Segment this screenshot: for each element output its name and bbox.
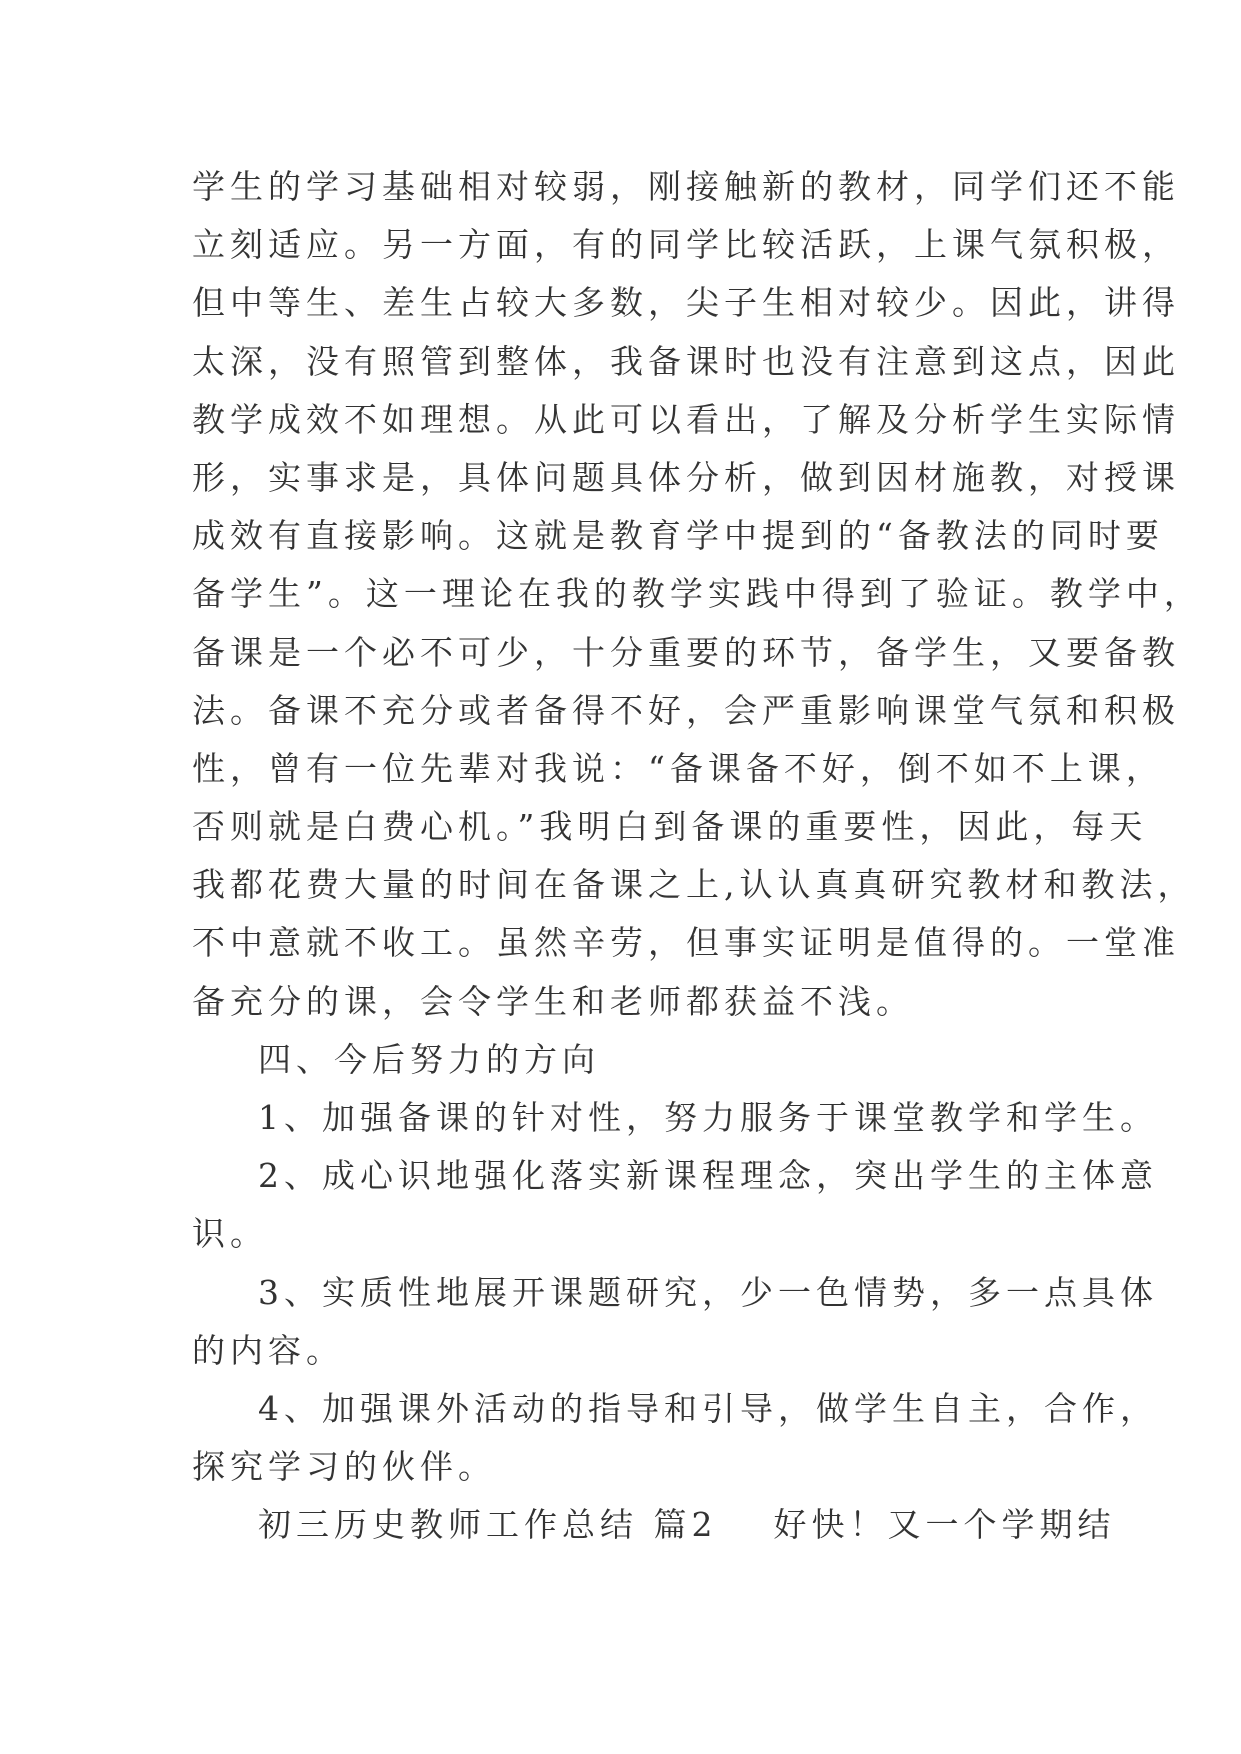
section-heading: 四、今后努力的方向 — [258, 1039, 600, 1079]
body-line: 太深，没有照管到整体，我备课时也没有注意到这点，因此 — [192, 341, 1180, 381]
body-line: 法。备课不充分或者备得不好，会严重影响课堂气氛和积极 — [192, 690, 1180, 730]
body-line: 备充分的课，会令学生和老师都获益不浅。 — [192, 981, 914, 1021]
list-item-first-line: 3、实质性地展开课题研究，少一色情势，多一点具体 — [258, 1272, 1158, 1312]
document-body — [192, 158, 1202, 1555]
body-line: 备学生”。这一理论在我的教学实践中得到了验证。教学中， — [192, 574, 1202, 614]
body-line: 但中等生、差生占较大多数，尖子生相对较少。因此，讲得 — [192, 283, 1180, 323]
list-item-continuation: 的内容。 — [192, 1330, 344, 1370]
next-article-line — [192, 1496, 1116, 1554]
body-line: 备课是一个必不可少，十分重要的环节，备学生，又要备教 — [192, 632, 1180, 672]
list-item-first-line: 4、加强课外活动的指导和引导，做学生自主，合作， — [258, 1388, 1158, 1428]
body-line: 不中意就不收工。虽然辛劳，但事实证明是值得的。一堂准 — [192, 923, 1180, 963]
list-item-first-line: 2、成心识地强化落实新课程理念，突出学生的主体意 — [258, 1156, 1158, 1196]
body-line: 教学成效不如理想。从此可以看出，了解及分析学生实际情 — [192, 399, 1180, 439]
list-item-first-line: 1、加强备课的针对性，努力服务于课堂教学和学生。 — [258, 1098, 1158, 1137]
next-article-lead: 好快！又一个学期结 — [773, 1505, 1116, 1545]
body-line: 否则就是白费心机。”我明白到备课的重要性，因此，每天 — [192, 807, 1148, 847]
body-line: 性，曾有一位先辈对我说：“备课备不好，倒不如不上课， — [192, 748, 1164, 788]
list-item-continuation: 识。 — [192, 1214, 268, 1254]
list-item-continuation: 探究学习的伙伴。 — [192, 1447, 496, 1487]
body-line: 我都花费大量的时间在备课之上,认认真真研究教材和教法， — [192, 865, 1196, 905]
body-line: 成效有直接影响。这就是教育学中提到的“备教法的同时要 — [192, 516, 1164, 556]
body-line: 立刻适应。另一方面，有的同学比较活跃，上课气氛积极， — [192, 225, 1180, 265]
body-line: 形，实事求是，具体问题具体分析，做到因材施教，对授课 — [192, 457, 1180, 497]
next-article-title: 初三历史教师工作总结 篇2 — [258, 1505, 718, 1545]
body-line: 学生的学习基础相对较弱，刚接触新的教材，同学们还不能 — [192, 167, 1180, 206]
